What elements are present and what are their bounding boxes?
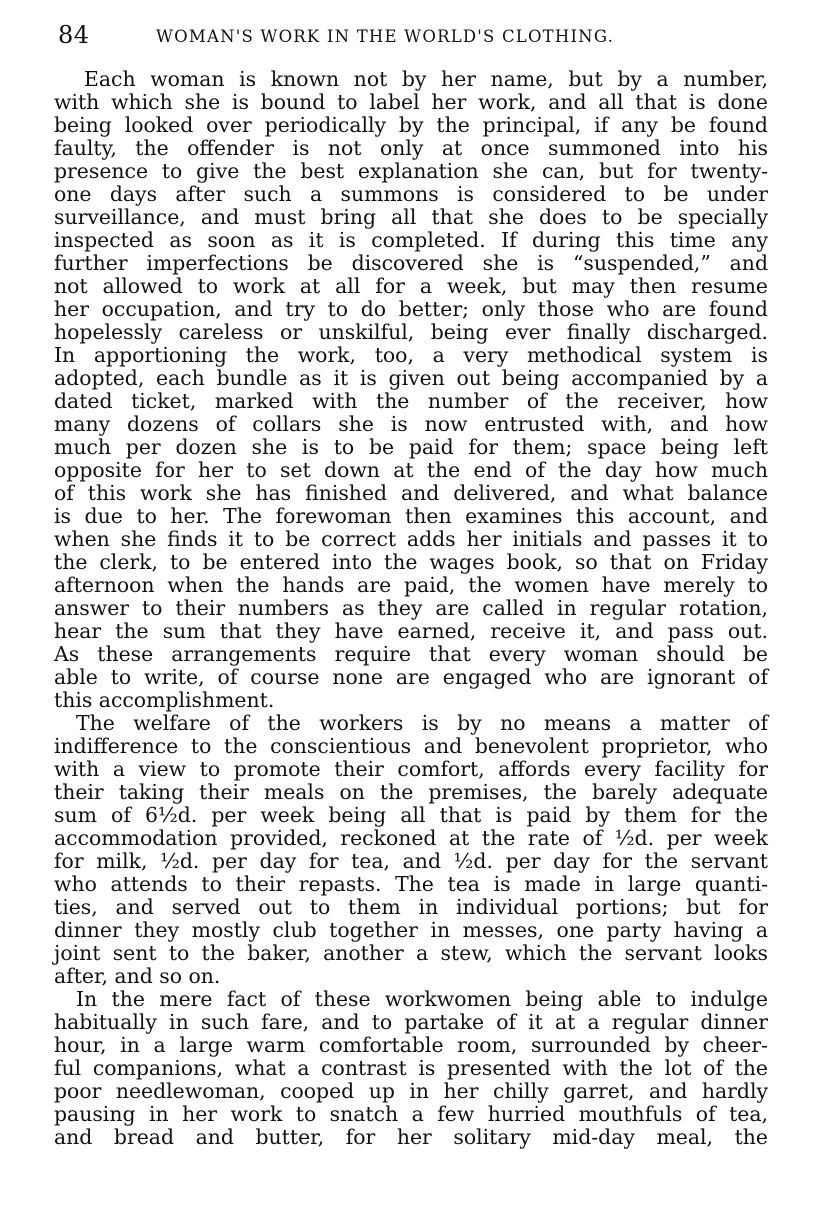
text-line: for milk, ½d. per day for tea, and ½d. per day for the servant: [54, 849, 768, 873]
page-number: 84: [58, 21, 90, 49]
text-line: opposite for her to set down at the end of the day how much: [54, 458, 768, 482]
text-line: her occupation, and try to do better; only those who are found: [54, 297, 768, 321]
text-line: answer to their numbers as they are called in regular rotation,: [54, 596, 768, 620]
text-line: joint sent to the baker, another a stew, which the servant looks: [54, 941, 768, 965]
text-line: with a view to promote their comfort, affords every facility for: [54, 757, 768, 781]
page-header: [46, 18, 776, 58]
text-line: being looked over periodically by the principal, if any be found: [54, 113, 768, 137]
text-line: not allowed to work at all for a week, but may then resume: [54, 274, 768, 298]
text-line: dated ticket, marked with the number of the receiver, how: [54, 389, 768, 413]
text-line: hear the sum that they have earned, receive it, and pass out.: [54, 619, 768, 643]
text-line: this accomplishment.: [54, 688, 275, 712]
text-line: the clerk, to be entered into the wages book, so that on Friday: [54, 550, 768, 574]
text-line: further imperfections be discovered she is “suspended,” and: [54, 251, 768, 275]
text-line: much per dozen she is to be paid for them; space being left: [54, 435, 768, 459]
text-line: ties, and served out to them in individual portions; but for: [54, 895, 768, 919]
text-line: with which she is bound to label her work, and all that is done: [54, 90, 768, 114]
text-line: of this work she has finished and delivered, and what balance: [54, 481, 768, 505]
text-line: habitually in such fare, and to partake of it at a regular dinner: [54, 1010, 768, 1034]
text-line: when she finds it to be correct adds her initials and passes it to: [54, 527, 768, 551]
text-line: hour, in a large warm comfortable room, surrounded by cheer-: [54, 1033, 768, 1057]
text-line: after, and so on.: [54, 964, 221, 988]
text-line: who attends to their repasts. The tea is made in large quanti-: [54, 872, 768, 896]
text-line: poor needlewoman, cooped up in her chilly garret, and hardly: [54, 1079, 768, 1103]
text-line: Each woman is known not by her name, but by a number,: [84, 67, 768, 91]
text-line: faulty, the offender is not only at once summoned into his: [54, 136, 768, 160]
text-line: inspected as soon as it is completed. If during this time any: [54, 228, 768, 252]
text-line: able to write, of course none are engaged who are ignorant of: [54, 665, 768, 689]
text-line: pausing in her work to snatch a few hurried mouthfuls of tea,: [54, 1102, 768, 1126]
text-line: adopted, each bundle as it is given out being accompanied by a: [54, 366, 768, 390]
running-title: WOMAN'S WORK IN THE WORLD'S CLOTHING.: [156, 27, 615, 46]
text-line: many dozens of collars she is now entrusted with, and how: [54, 412, 768, 436]
text-line: indifference to the conscientious and benevolent proprietor, who: [54, 734, 768, 758]
text-line: sum of 6½d. per week being all that is paid by them for the: [54, 803, 768, 827]
text-line: The welfare of the workers is by no means a matter of: [76, 711, 768, 735]
text-line: presence to give the best explanation she can, but for twenty-: [54, 159, 768, 183]
text-line: In apportioning the work, too, a very methodical system is: [54, 343, 768, 367]
text-line: hopelessly careless or unskilful, being ever finally discharged.: [54, 320, 768, 344]
text-line: surveillance, and must bring all that she does to be specially: [54, 205, 768, 229]
text-line: As these arrangements require that every woman should be: [54, 642, 768, 666]
text-line: ful companions, what a contrast is presented with the lot of the: [54, 1056, 768, 1080]
text-line: their taking their meals on the premises, the barely adequate: [54, 780, 768, 804]
text-line: In the mere fact of these workwomen being able to indulge: [76, 987, 768, 1011]
text-line: dinner they mostly club together in messes, one party having a: [54, 918, 768, 942]
text-line: and bread and butter, for her solitary mid-day meal, the: [54, 1125, 768, 1149]
text-line: one days after such a summons is considered to be under: [54, 182, 768, 206]
text-line: is due to her. The forewoman then examines this account, and: [54, 504, 768, 528]
text-line: accommodation provided, reckoned at the rate of ½d. per week: [54, 826, 768, 850]
text-line: afternoon when the hands are paid, the women have merely to: [54, 573, 768, 597]
body-text: [54, 68, 768, 1149]
